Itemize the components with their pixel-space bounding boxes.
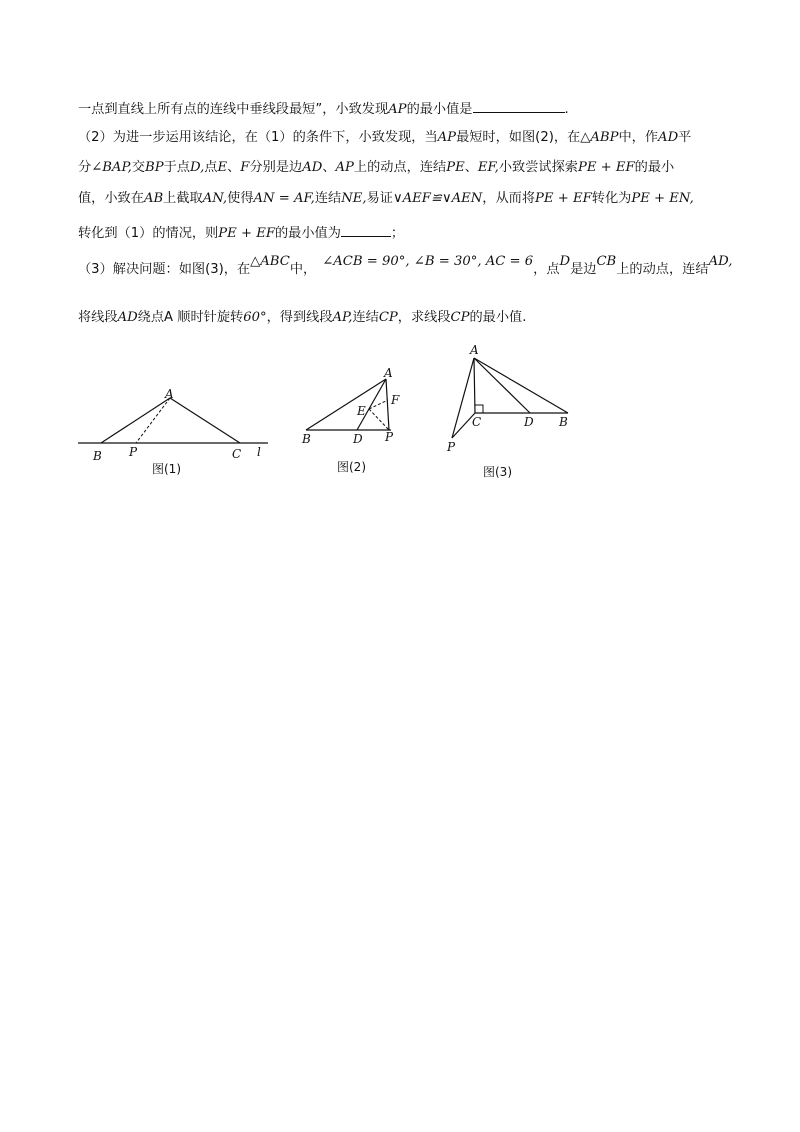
text-segment: 转化为 [591,191,632,206]
text-segment: 转化到（1）的情况，则 [78,226,219,241]
figure-3-caption: 图(3) [483,465,512,479]
text-segment: 、 [464,160,478,175]
text-segment: 中，作 [618,130,659,145]
text-segment: 将线段 [78,310,118,325]
text-segment: 的最小 [634,160,675,175]
text-segment: 中， [289,262,317,277]
math-ap: AP [437,130,457,145]
math-ef: EF, [477,160,499,175]
text-segment: 上的动点，连结 [353,160,447,175]
text-segment: 易证 [366,191,393,206]
math-ad: AD [302,160,323,175]
math-given-conditions: ∠ACB = 90°, ∠B = 30°, AC = 6 [322,254,534,269]
math-an: AN, [202,191,228,206]
text-segment: ，求线段 [397,310,451,325]
text-segment: 小致尝试探索 [498,160,578,175]
text-segment: 是边 [570,262,597,277]
text-segment: 的最小值为 [274,226,341,241]
text-segment: 点 [204,160,218,175]
segment-ac [170,398,240,443]
text-segment: ，得到线段 [266,310,333,325]
text-segment: 连结 [352,310,379,325]
text-segment: 平 [678,130,692,145]
math-cb: CB [596,254,617,269]
math-pe-plus-ef: PE + EF [535,191,592,206]
label-p: P [385,430,394,444]
math-ad: AD, [708,254,733,269]
segment-ap-dashed [136,398,170,443]
text-segment: ，从而将 [482,191,536,206]
text-segment: 上截取 [163,191,203,206]
text-segment: （3）解决问题：如图(3)，在 [78,262,251,277]
text-segment: 最短时，如图(2)，在 [456,130,581,145]
math-ad: AD [658,130,679,145]
label-b: B [93,449,102,463]
text-segment: 的最小值是 [406,102,473,117]
label-a: A [470,343,479,357]
label-b: B [559,415,568,429]
math-cp: CP [450,310,470,325]
text-segment: 交 [131,160,146,175]
math-ap: AP [388,102,407,117]
math-d: D [559,254,571,269]
text-segment: 上的动点，连结 [616,262,709,277]
text-segment: 的最小值. [469,310,527,325]
math-bp: BP [145,160,164,175]
text-segment: 分 [78,160,92,175]
text-segment: 于点 [163,160,190,175]
label-c: C [472,415,482,429]
label-p: P [447,440,456,454]
right-angle-mark [475,405,483,413]
math-d: D, [189,160,205,175]
math-cp: CP [378,310,398,325]
segment-ab [101,398,170,443]
segment-pe-dashed [369,409,389,430]
math-e: E [217,160,228,175]
math-an-eq-af: AN = AF, [253,191,315,206]
text-segment: ，点 [533,262,560,277]
text-segment: 分别是边 [249,160,303,175]
math-pe: PE [446,160,465,175]
label-a: A [165,387,174,401]
math-pe-plus-en: PE + EN, [631,191,694,206]
label-a: A [384,366,393,380]
label-d: D [524,415,534,429]
text-segment: 、 [322,160,336,175]
label-b: B [302,432,311,446]
math-ab: AB [143,191,164,206]
segment-ba [306,379,386,430]
math-congruence: ∨AEF≌∨AEN [392,191,483,206]
math-triangle-abc: △ABC [250,254,290,269]
math-angle-bap: ∠BAP, [91,160,132,175]
label-p: P [129,445,138,459]
label-l: l [257,445,261,459]
text-segment: 一点到直线上所有点的连线中垂线段最短”，小致发现 [78,102,389,117]
segment-ap [386,379,389,430]
math-pe-plus-ef: PE + EF [218,226,275,241]
label-f: F [391,393,400,407]
math-ad: AD [117,310,138,325]
math-triangle-abp: △ABP [580,130,619,145]
label-c: C [232,447,242,461]
math-60-degrees: 60° [243,310,267,325]
figure-2-caption: 图(2) [337,460,366,474]
math-pe-plus-ef: PE + EF [577,160,635,175]
text-segment: 连结 [314,191,342,206]
math-f: F [240,160,250,175]
text-segment: （2）为进一步运用该结论，在（1）的条件下，小致发现，当 [78,130,438,145]
text-segment: 、 [227,160,241,175]
text-segment: ； [390,226,405,241]
figure-1-caption: 图(1) [152,462,181,476]
math-ne: NE, [341,191,367,206]
label-e: E [357,404,366,418]
label-d: D [353,432,363,446]
text-segment: 绕点A 顺时针旋转 [137,310,244,325]
math-ap: AP, [332,310,353,325]
text-segment: . [564,102,569,117]
text-segment: 使得 [227,191,254,206]
math-ap: AP [335,160,354,175]
text-segment: 值，小致在 [78,191,144,206]
figure-1 [0,0,800,520]
